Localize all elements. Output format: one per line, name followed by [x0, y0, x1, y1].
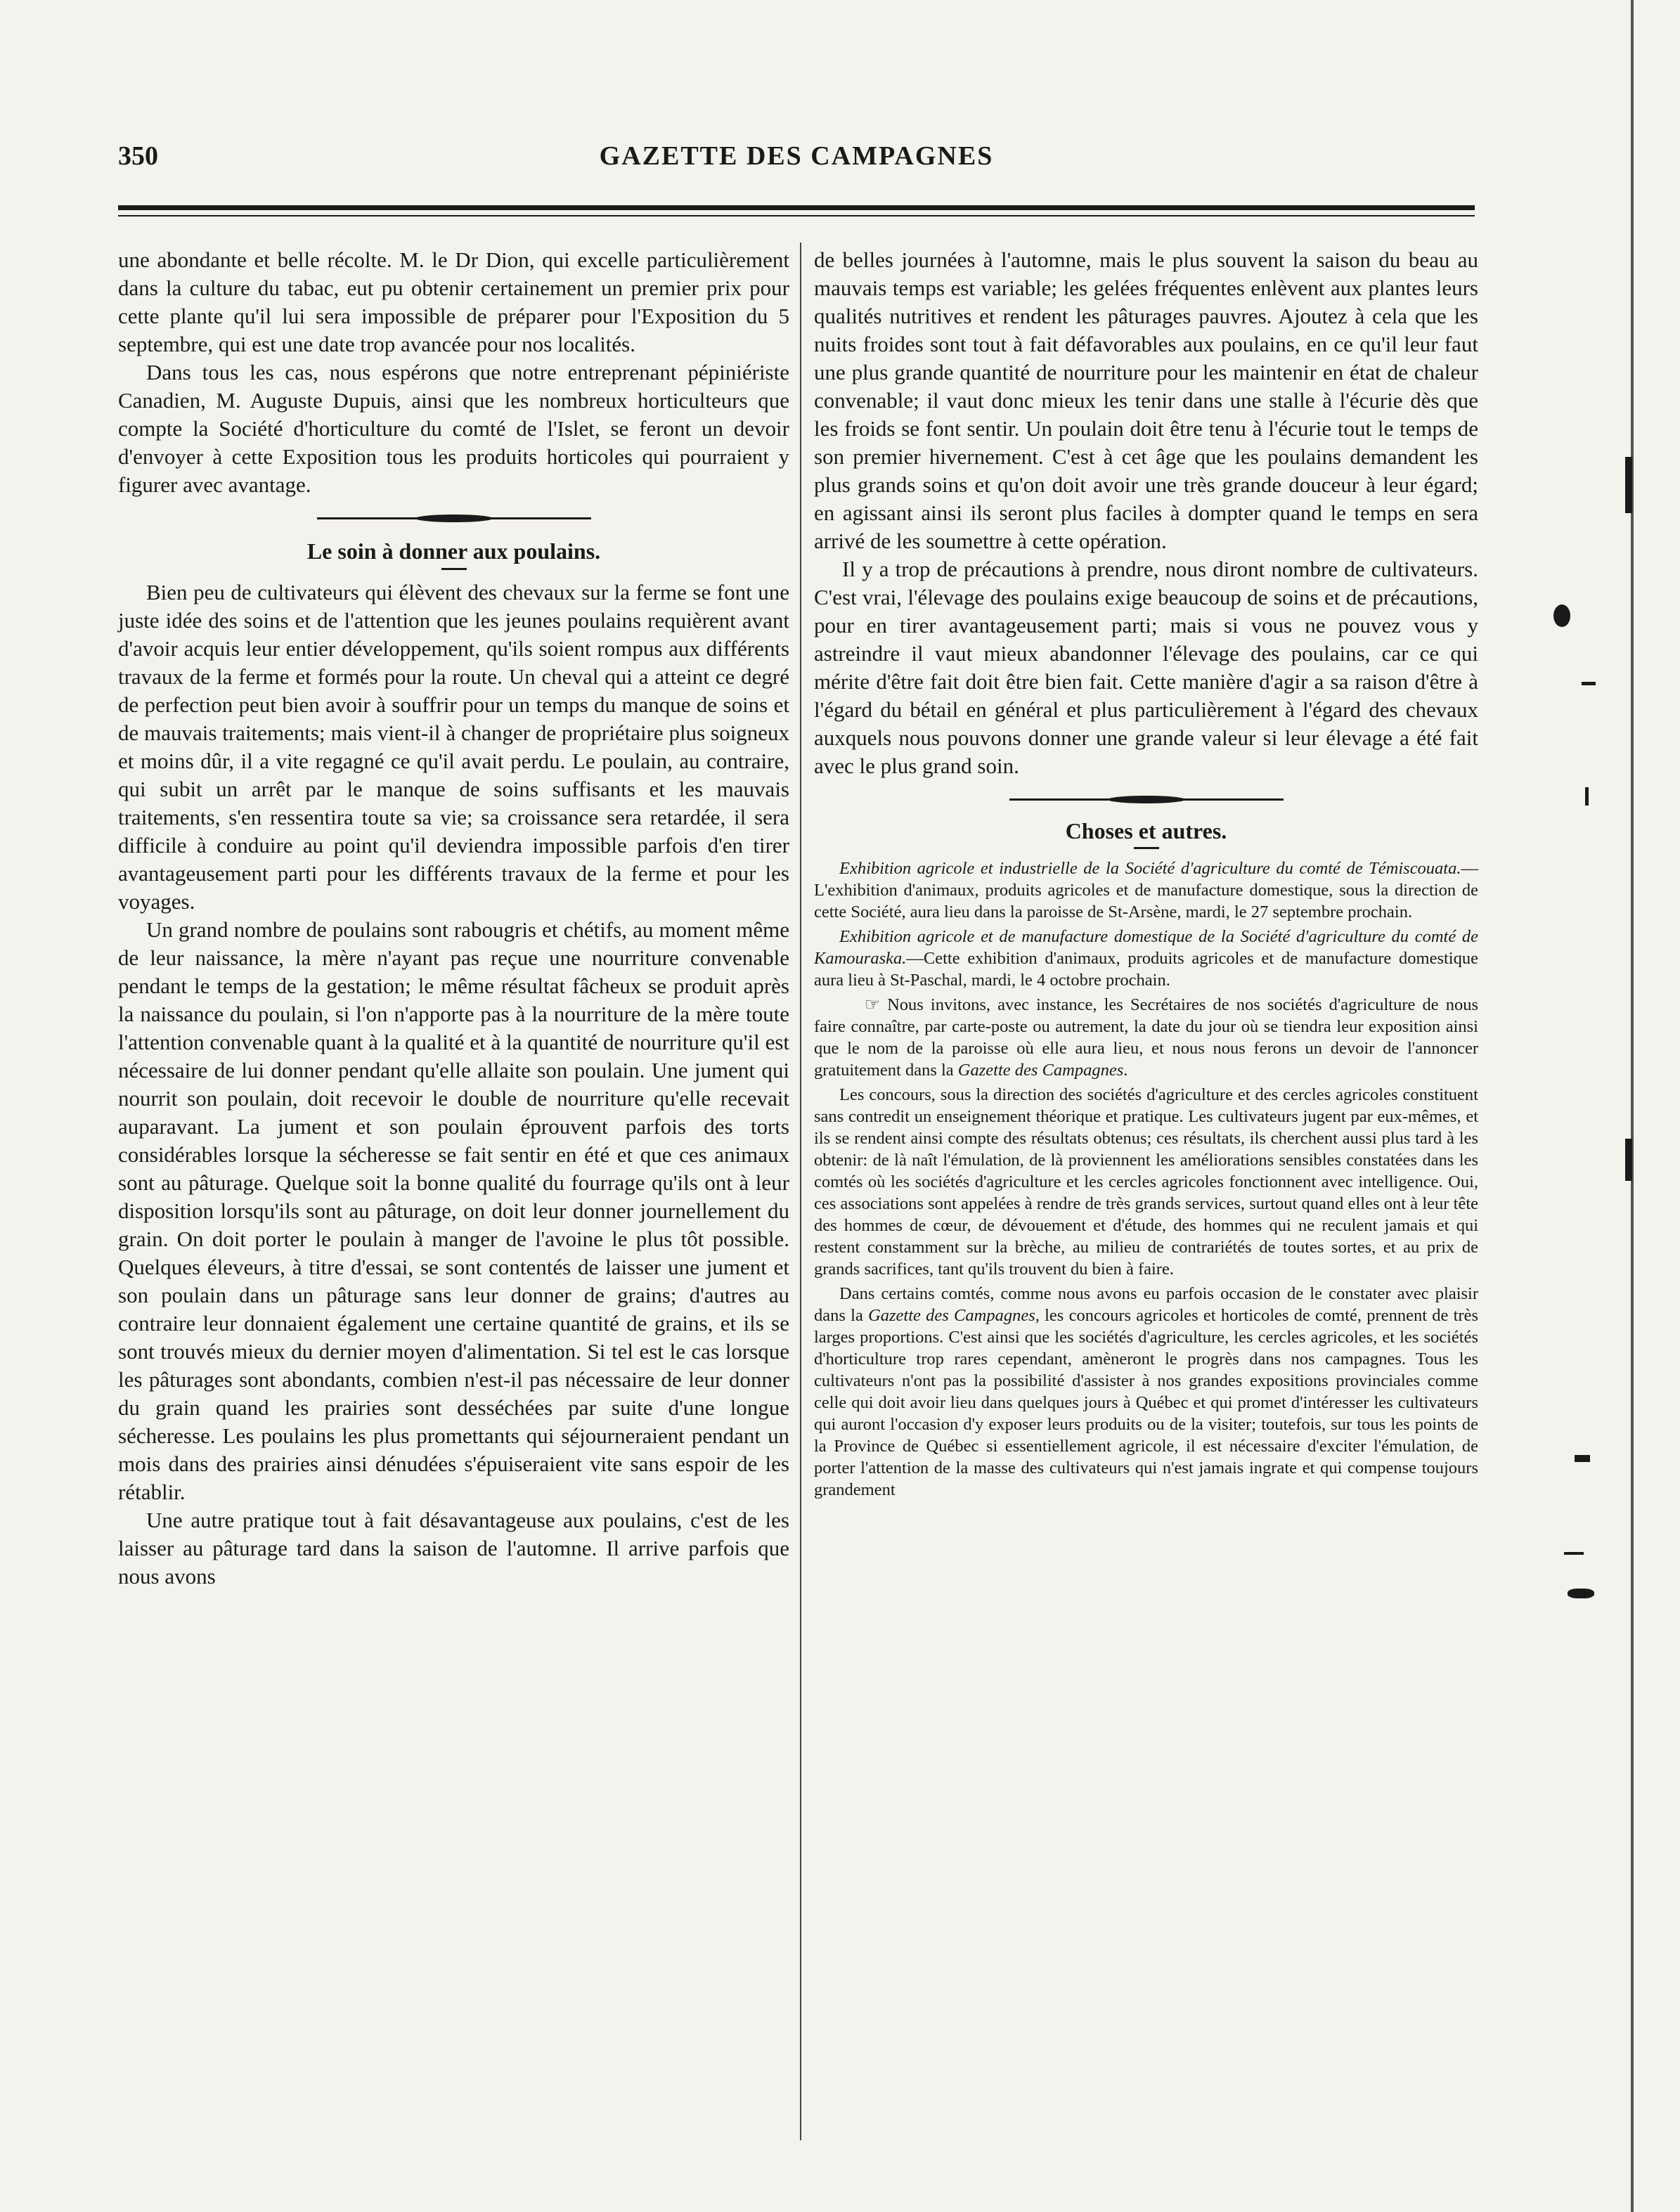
comtes-text-end: , les concours agricoles et horticoles de comté, prennent de très larges proportions. C'est ainsi que les sociétés d'agriculture, les cercles agricoles, et les sociétés d'horticulture trop rares cependant, amèneront le progrès dans nos campagnes. Tous les cultivateurs n'ont pas la possibilité d'assister à nos grandes expositions provinciales comme celle qui doit avoir lieu dans quelques jours à Québec et qui promet d'intéresser les cultivateurs qui auront l'occasion d'y exposer leurs produits ou de la visiter; toutefois, sur tous les points de la Province de Québec si essentiellement agricole, il est nécessaire d'exciter l'émulation, de porter l'attention de la masse des cultivateurs qui n'est jamais ingrate et qui compense toujours grandement	[814, 1306, 1478, 1499]
concours-paragraph: Les concours, sous la direction des sociétés d'agriculture et des cercles agricoles constituent sans contredit un enseignement théorique et pratique. Les cultivateurs jugent par eux-mêmes, et ils se rendent ainsi compte des résultats obtenus; ces résultats, ils cherchent aussi plus tard à les obtenir: de là naît l'émulation, de là proviennent les améliorations sensibles constatées dans les comtés où les sociétés d'agriculture et les cercles agricoles fonctionnent avec intelligence. Oui, ces associations sont appelées à rendre de très grands services, surtout quand elles ont à leur tête des hommes de cœur, de dévouement et d'étude, des hommes qui ne reculent jamais et qui restent constamment sur la brèche, au milieu de contrariétés de toutes sortes, et au prix de grands sacrifices, tant qu'ils trouvent du bien à faire.	[814, 1085, 1478, 1279]
intro-paragraph: Dans tous les cas, nous espérons que notre entreprenant pépiniériste Canadien, M. Auguste Dupuis, ainsi que les nombreux horticulteurs que compte la Société d'horticulture du comté de l'Islet, se feront un devoir d'envoyer à cette Exposition tous les produits horticoles qui pourraient y figurer avec avantage.	[118, 360, 789, 497]
margin-mark	[1631, 0, 1634, 2212]
article-paragraph: de belles journées à l'automne, mais le plus souvent la saison du beau au mauvais temps est variable; les gelées fréquentes enlèvent aux plantes leurs qualités nutritives et rendent les pâturages pauvres. Ajoutez à cela que les nuits froides sont tout à fait défavorables aux poulains, en ce qu'il leur faut une plus grande quantité de nourriture pour les maintenir en état de chaleur convenable; il vaut donc mieux les tenir dans une stalle à l'écurie dès que les froids se font sentir. Un poulain doit être tenu à l'écurie tout le temps de son premier hivernement. C'est à cet âge que les poulains demandent les plus grands soins et qu'on doit avoir une très grande douceur à leur égard; en agissant ainsi ils seront plus faciles à dompter quand le temps en sera arrivé de les soumettre à cette opération.	[814, 247, 1478, 553]
page-number: 350	[118, 141, 158, 171]
column-divider	[800, 242, 801, 2140]
title-dash	[441, 568, 467, 570]
publication-name: Gazette des Campagnes	[868, 1306, 1035, 1325]
intro-paragraph: une abondante et belle récolte. M. le Dr Dion, qui excelle particulièrement dans la culture du tabac, eut pu obtenir certainement un premier prix pour cette plante qu'il lui sera impossible de préparer pour l'Exposition du 5 septembre, qui est une date trop avancée pour nos localités.	[118, 247, 789, 356]
title-dash	[1134, 847, 1159, 849]
notice-kamouraska	[814, 926, 1478, 991]
margin-mark	[1625, 1139, 1632, 1181]
right-column	[814, 246, 1478, 1501]
notice-temiscouata	[814, 858, 1478, 923]
margin-mark	[1568, 1589, 1594, 1598]
margin-mark	[1553, 604, 1570, 627]
comtes-text: Dans certains comtés, comme nous avons eu parfois occasion de le constater avec plaisir dans la	[814, 1284, 1478, 1325]
invitation-text: Nous invitons, avec instance, les Secrétaires de nos sociétés d'agriculture de nous faire connaître, par carte-poste ou autrement, la date du jour où se tiendra leur exposition ainsi que le nom de la paroisse où elle aura lieu, et nous nous ferons un devoir de l'annoncer gratuitement dans la	[814, 995, 1479, 1080]
header-rule-thin	[118, 215, 1475, 216]
article-paragraph: Une autre pratique tout à fait désavantageuse aux poulains, c'est de les laisser au pâturage tard dans la saison de l'automne. Il arrive parfois que nous avons	[118, 1508, 789, 1589]
header-rule-thick	[118, 205, 1475, 210]
article-paragraph: Il y a trop de précautions à prendre, nous diront nombre de cultivateurs. C'est vrai, l'élevage des poulains exige beaucoup de soins et de précautions, pour en tirer avantageusement parti; mais si vous ne pouvez vous y astreindre il vaut mieux abandonner l'élevage des poulains, car ce qui mérite d'être fait doit être bien fait. Cette manière d'agir a sa raison d'être à l'égard du bétail en général et plus particulièrement à l'égard des chevaux auxquels nous pouvons donner une grande valeur si leur élevage a été fait avec le plus grand soin.	[814, 557, 1478, 778]
invitation-end: .	[1123, 1061, 1128, 1080]
margin-mark	[1575, 1455, 1590, 1462]
margin-scan-marks	[1525, 0, 1680, 2212]
comtes-paragraph	[814, 1283, 1478, 1501]
margin-mark	[1625, 457, 1632, 513]
section-separator	[814, 780, 1478, 818]
notice-text: —L'exhibition d'animaux, produits agricoles et de manufacture domestique, sous la direction de cette Société, aura lieu dans la paroisse de St-Arsène, mardi, le 27 septembre prochain.	[814, 859, 1478, 921]
article-paragraph: Un grand nombre de poulains sont rabougris et chétifs, au moment même de leur naissance, la mère n'ayant pas reçue une nourriture convenable pendant le temps de la gestation; le même résultat fâcheux se produit après la naissance du poulain, si l'on n'apporte pas à la nourriture de la mère toute l'attention convenable quant à la qualité et à la quantité de nourriture qu'il est nécessaire de lui donner pendant qu'elle allaite son poulain. Une jument qui nourrit son poulain, doit recevoir le double de nourriture qu'elle recevait auparavant. La jument et son poulain éprouvent parfois des torts considérables lorsque la sécheresse se fait sentir en été et que ces animaux sont au pâturage. Quelque soit la bonne qualité du fourrage qu'ils ont à leur disposition lorsqu'ils sont au pâturage, on doit leur donner journellement du grain. On doit porter le poulain à manger de l'avoine le plus tôt possible. Quelques éleveurs, à titre d'essai, se sont contentés de laisser une jument et son poulain dans un pâturage sans leur donner de grains; d'autres au contraire leur donnaient également une certaine quantité de grains, et ils se sont trouvés mieux du dernier moyen d'alimentation. Si tel est le cas lorsque les pâturages sont abondants, combien n'est-il pas nécessaire de leur donner du grain quand les prairies sont desséchées par suite d'une longue sécheresse. Les poulains les plus promettants qui séjourneraient pendant un mois dans des prairies ainsi dénudées s'épuiseraient vite sans espoir de les rétablir.	[118, 917, 789, 1504]
continuation-block	[814, 246, 1478, 780]
left-column	[118, 246, 789, 1591]
section-separator	[118, 499, 789, 537]
news-items	[814, 858, 1478, 1501]
section-title-poulains: Le soin à donner aux poulains.	[306, 538, 601, 564]
pointing-hand-icon: ☞	[865, 995, 880, 1014]
page-header	[118, 141, 1475, 176]
publication-name: Gazette des Campagnes	[957, 1061, 1124, 1080]
notice-text: —Cette exhibition d'animaux, produits agricoles et de manufacture domestique aura lieu à St-Paschal, mardi, le 4 octobre prochain.	[814, 949, 1478, 990]
notice-title: Exhibition agricole et de manufacture domestique de la Société d'agriculture du comté de Kamouraska.	[814, 927, 1478, 968]
margin-mark	[1585, 787, 1589, 806]
notice-invitation	[814, 994, 1478, 1081]
section-title-choses: Choses et autres.	[1065, 818, 1227, 843]
notice-title: Exhibition agricole et industrielle de la Société d'agriculture du comté de Témiscouata.	[839, 859, 1461, 878]
margin-mark	[1582, 682, 1596, 685]
article-paragraph: Bien peu de cultivateurs qui élèvent des chevaux sur la ferme se font une juste idée des soins et de l'attention que les jeunes poulains requièrent avant d'avoir acquis leur entier développement, qu'ils soient rompus aux différents travaux de la ferme et formés pour la route. Un cheval qui a atteint ce degré de perfection peut bien avoir à souffrir pour un temps du manque de soins et de mauvais traitements; mais vient-il à changer de propriétaire plus soigneux et moins dûr, il a vite regagné ce qu'il avait perdu. Le poulain, au contraire, qui subit un arrêt par le manque de soins suffisants et les mauvais traitements, s'en ressentira toute sa vie; sa croissance sera retardée, il sera difficile à conduire au point qu'il deviendra impossible parfois d'en tirer avantageusement parti pour les différents travaux de la ferme et pour les voyages.	[118, 580, 789, 914]
running-title: GAZETTE DES CAMPAGNES	[599, 141, 994, 171]
margin-mark	[1564, 1552, 1584, 1555]
